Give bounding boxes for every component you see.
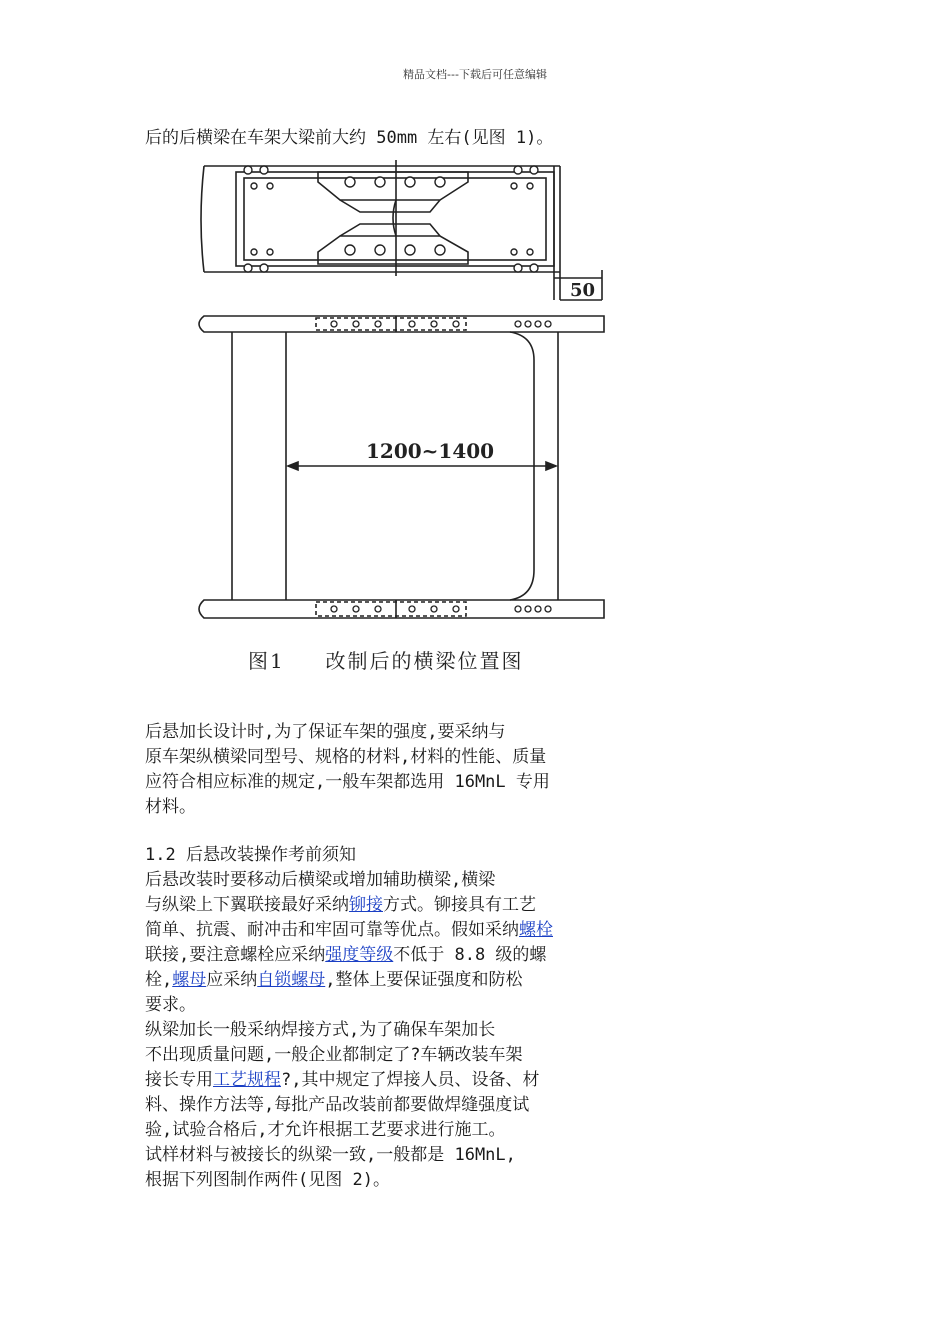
text-span: 栓, [145,970,173,990]
figure-caption [248,645,523,674]
text-span: 与纵梁上下翼联接最好采纳 [145,895,349,915]
caption-number: 图1 [248,649,285,673]
link-process-spec[interactable]: 工艺规程 [213,1070,281,1090]
section-line-13: 根据下列图制作两件(见图 2)。 [145,1170,390,1190]
section-line-7: 纵梁加长一般采纳焊接方式,为了确保车架加长 [145,1020,496,1040]
text-span: 联接,要注意螺栓应采纳 [145,945,326,965]
section-line-1: 后悬改装时要移动后横梁或增加辅助横梁,横梁 [145,870,496,890]
section-line-4 [145,944,546,966]
text-span: 方式。铆接具有工艺 [383,895,536,915]
page-header: 精品文档---下载后可任意编辑 [403,68,547,81]
text-span: 简单、抗震、耐冲击和牢固可靠等优点。假如采纳 [145,920,519,940]
text-span: ,整体上要保证强度和防松 [325,970,523,990]
link-strength-grade[interactable]: 强度等级 [325,945,394,965]
text-span: 不低于 8.8 级的螺 [393,945,547,965]
section-line-6: 要求。 [145,995,196,1015]
section-line-9 [145,1069,539,1091]
figure-1 [190,160,620,680]
section-line-8: 不出现质量问题,一般企业都制定了?车辆改装车架 [145,1045,523,1065]
text-span: 接长专用 [145,1070,213,1090]
section-line-10: 料、操作方法等,每批产品改装前都要做焊缝强度试 [145,1095,530,1115]
beam-drawing [190,160,620,680]
section-line-5 [145,969,522,991]
section-line-12: 试样材料与被接长的纵梁一致,一般都是 16MnL, [145,1145,516,1165]
text-span: 应采纳 [206,970,258,990]
dim-1200-1400-label: 1200~1400 [366,439,495,463]
section-line-2 [145,894,536,916]
para1-line-3: 应符合相应标准的规定,一般车架都选用 16MnL 专用 [145,772,550,792]
text-span: ?,其中规定了焊接人员、设备、材 [281,1070,540,1090]
link-self-locking-nut[interactable]: 自锁螺母 [257,970,326,990]
para1-line-2: 原车架纵横梁同型号、规格的材料,材料的性能、质量 [145,747,547,767]
link-bolt[interactable]: 螺栓 [519,920,553,940]
section-line-3 [145,919,553,941]
link-riveting[interactable]: 铆接 [349,895,383,915]
link-nut[interactable]: 螺母 [172,970,207,990]
section-line-11: 验,试验合格后,才允许根据工艺要求进行施工。 [145,1120,506,1140]
dim-50-label: 50 [570,280,596,301]
para1-line-4: 材料。 [145,797,196,817]
caption-title: 改制后的横梁位置图 [325,649,524,673]
para1-line-1: 后悬加长设计时,为了保证车架的强度,要采纳与 [145,722,506,742]
section-heading: 1.2 后悬改装操作考前须知 [145,845,356,865]
intro-line: 后的后横梁在车架大梁前大约 50mm 左右(见图 1)。 [145,128,554,148]
